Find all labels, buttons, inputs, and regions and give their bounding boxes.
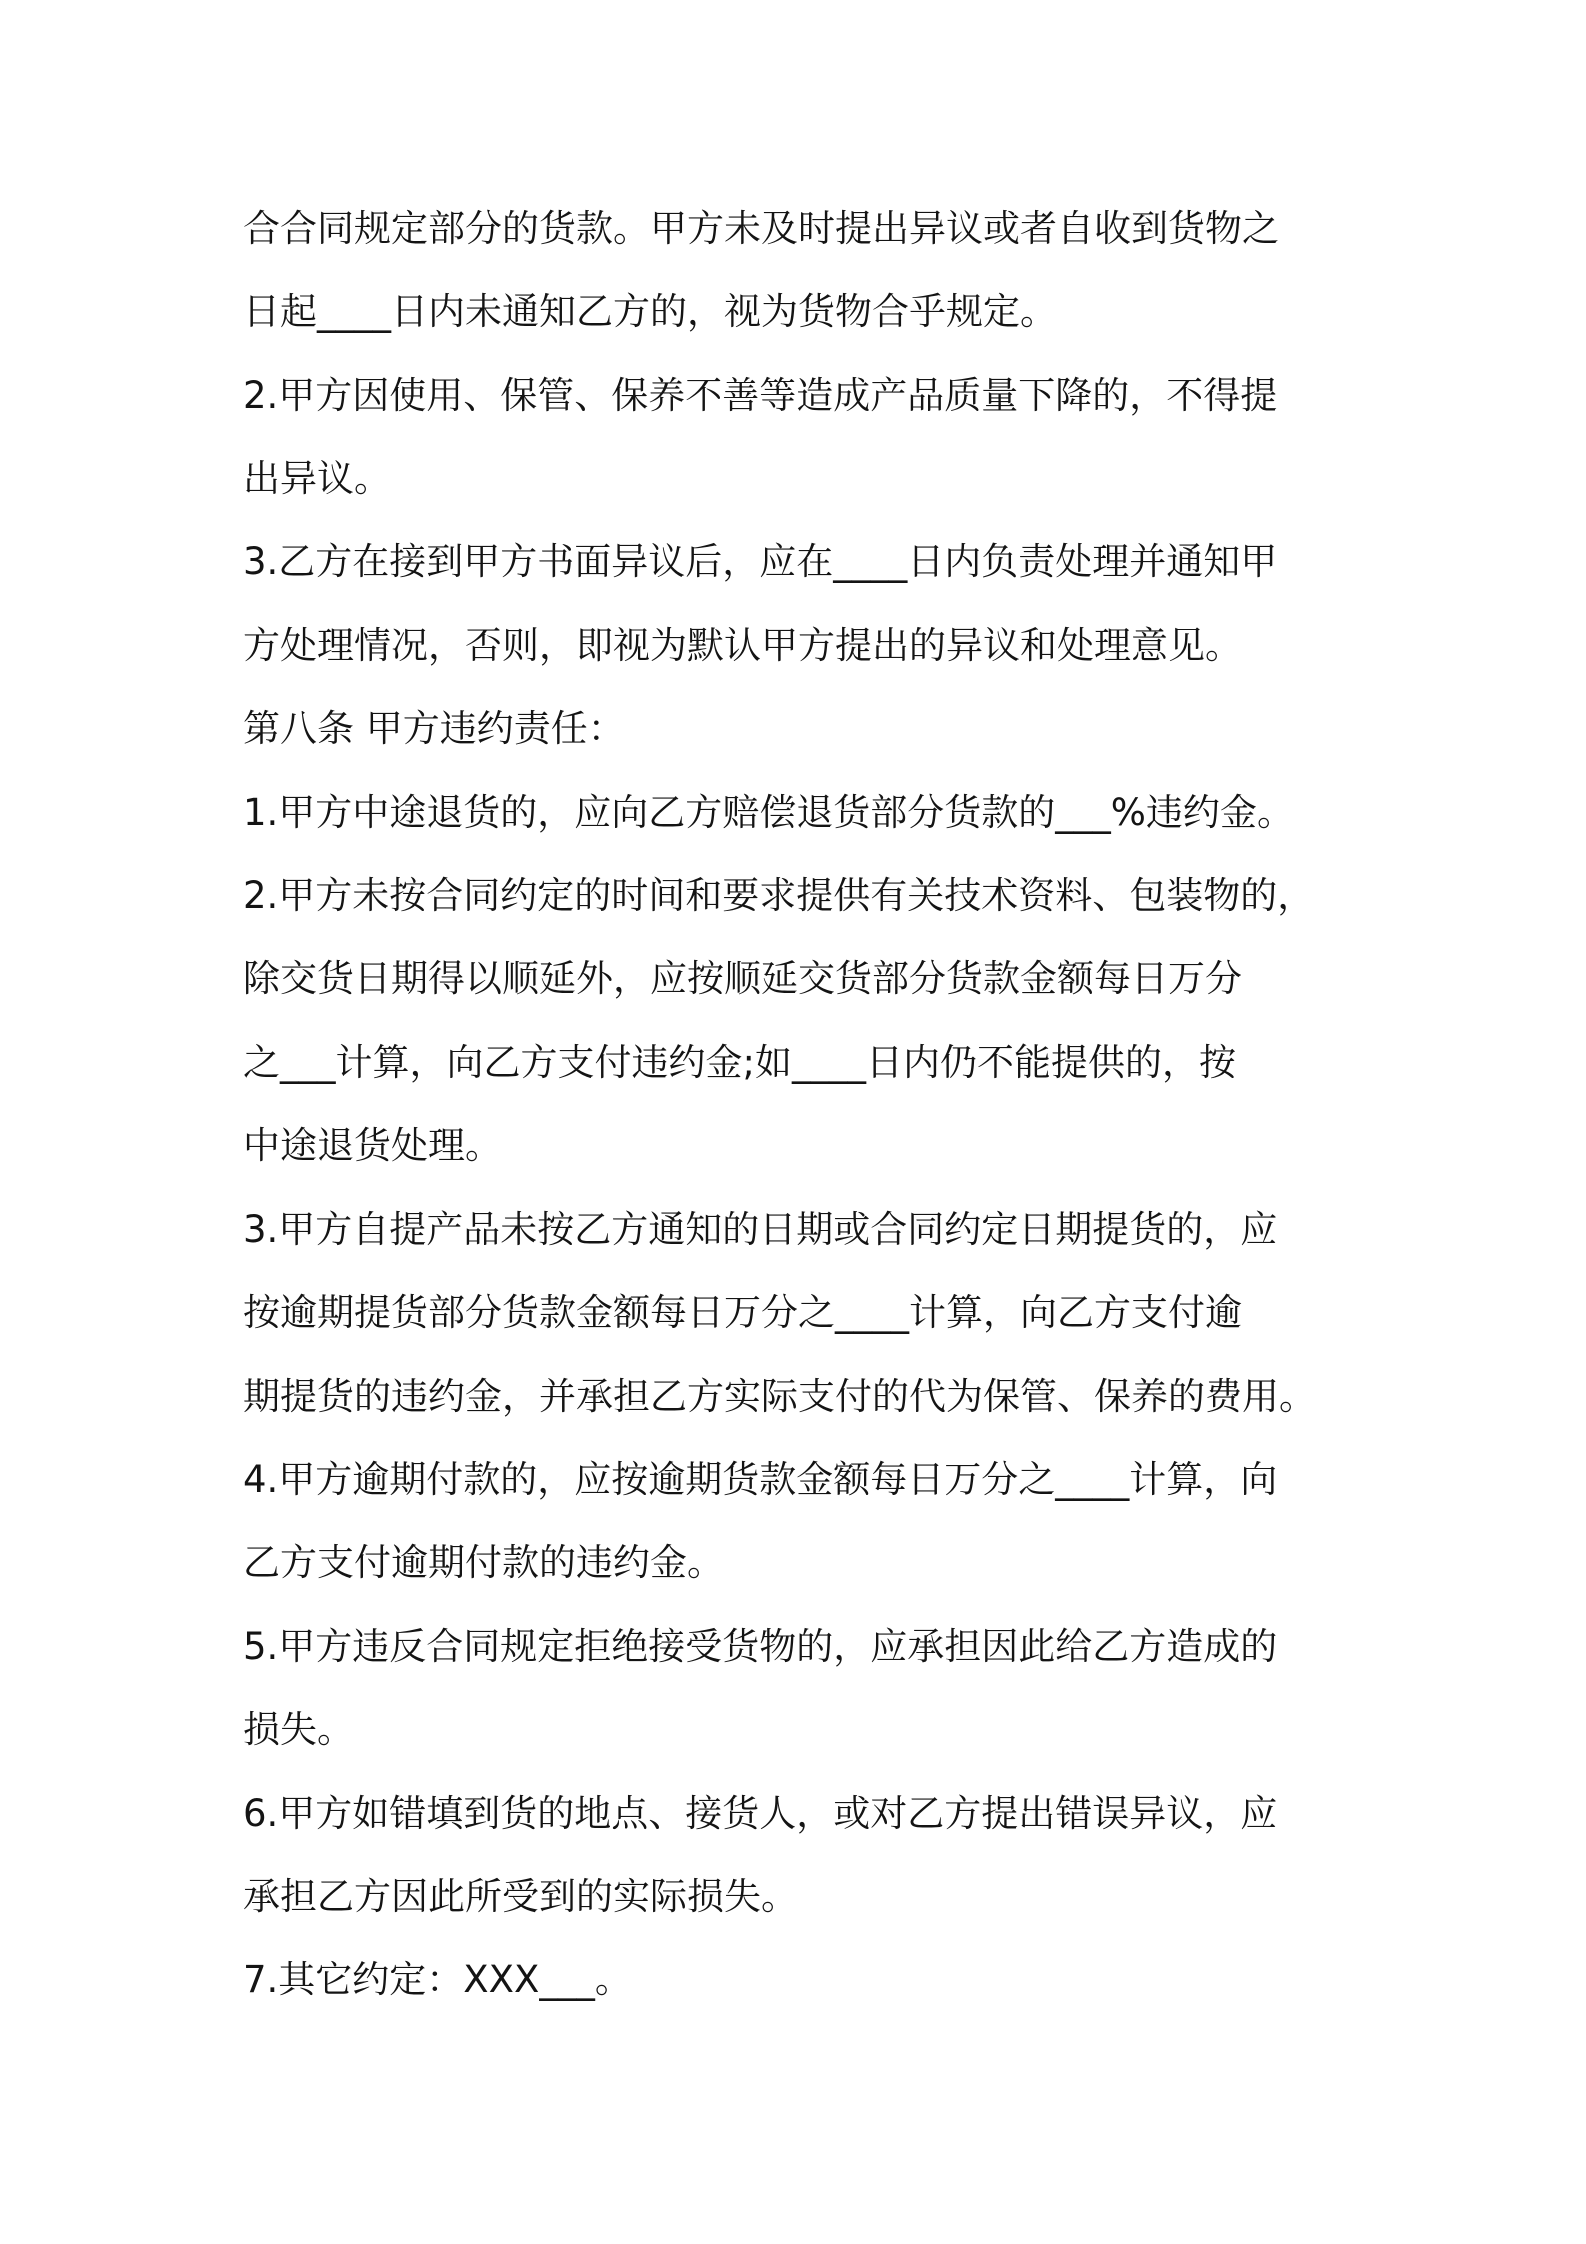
text-line: 7.其它约定：XXX___。 bbox=[243, 1958, 632, 2001]
text-line: 3.乙方在接到甲方书面异议后，应在____日内负责处理并通知甲 bbox=[243, 540, 1278, 583]
text-line: 承担乙方因此所受到的实际损失。 bbox=[243, 1875, 798, 1918]
text-line: 1.甲方中途退货的，应向乙方赔偿退货部分货款的___%违约金。 bbox=[243, 791, 1294, 834]
text-line: 3.甲方自提产品未按乙方通知的日期或合同约定日期提货的，应 bbox=[243, 1208, 1278, 1251]
text-line: 期提货的违约金，并承担乙方实际支付的代为保管、保养的费用。 bbox=[243, 1375, 1316, 1418]
text-line: 6.甲方如错填到货的地点、接货人，或对乙方提出错误异议，应 bbox=[243, 1792, 1278, 1835]
text-line: 除交货日期得以顺延外，应按顺延交货部分货款金额每日万分 bbox=[243, 957, 1242, 1000]
text-line: 2.甲方因使用、保管、保养不善等造成产品质量下降的，不得提 bbox=[243, 374, 1278, 417]
text-line: 出异议。 bbox=[243, 457, 391, 500]
text-line: 5.甲方违反合同规定拒绝接受货物的，应承担因此给乙方造成的 bbox=[243, 1625, 1278, 1668]
text-line: 按逾期提货部分货款金额每日万分之____计算，向乙方支付逾 bbox=[243, 1291, 1242, 1334]
text-line: 乙方支付逾期付款的违约金。 bbox=[243, 1541, 724, 1584]
text-line: 之___计算，向乙方支付违约金;如____日内仍不能提供的，按 bbox=[243, 1041, 1236, 1084]
text-line: 合合同规定部分的货款。甲方未及时提出异议或者自收到货物之 bbox=[243, 207, 1279, 250]
text-line: 2.甲方未按合同约定的时间和要求提供有关技术资料、包装物的， bbox=[243, 874, 1315, 917]
text-line: 日起____日内未通知乙方的，视为货物合乎规定。 bbox=[243, 290, 1057, 333]
text-line: 方处理情况，否则，即视为默认甲方提出的异议和处理意见。 bbox=[243, 624, 1242, 667]
text-line: 中途退货处理。 bbox=[243, 1124, 502, 1167]
section-heading: 第八条 甲方违约责任： bbox=[243, 707, 625, 750]
text-line: 4.甲方逾期付款的，应按逾期货款金额每日万分之____计算，向 bbox=[243, 1458, 1278, 1501]
text-line: 损失。 bbox=[243, 1708, 354, 1751]
